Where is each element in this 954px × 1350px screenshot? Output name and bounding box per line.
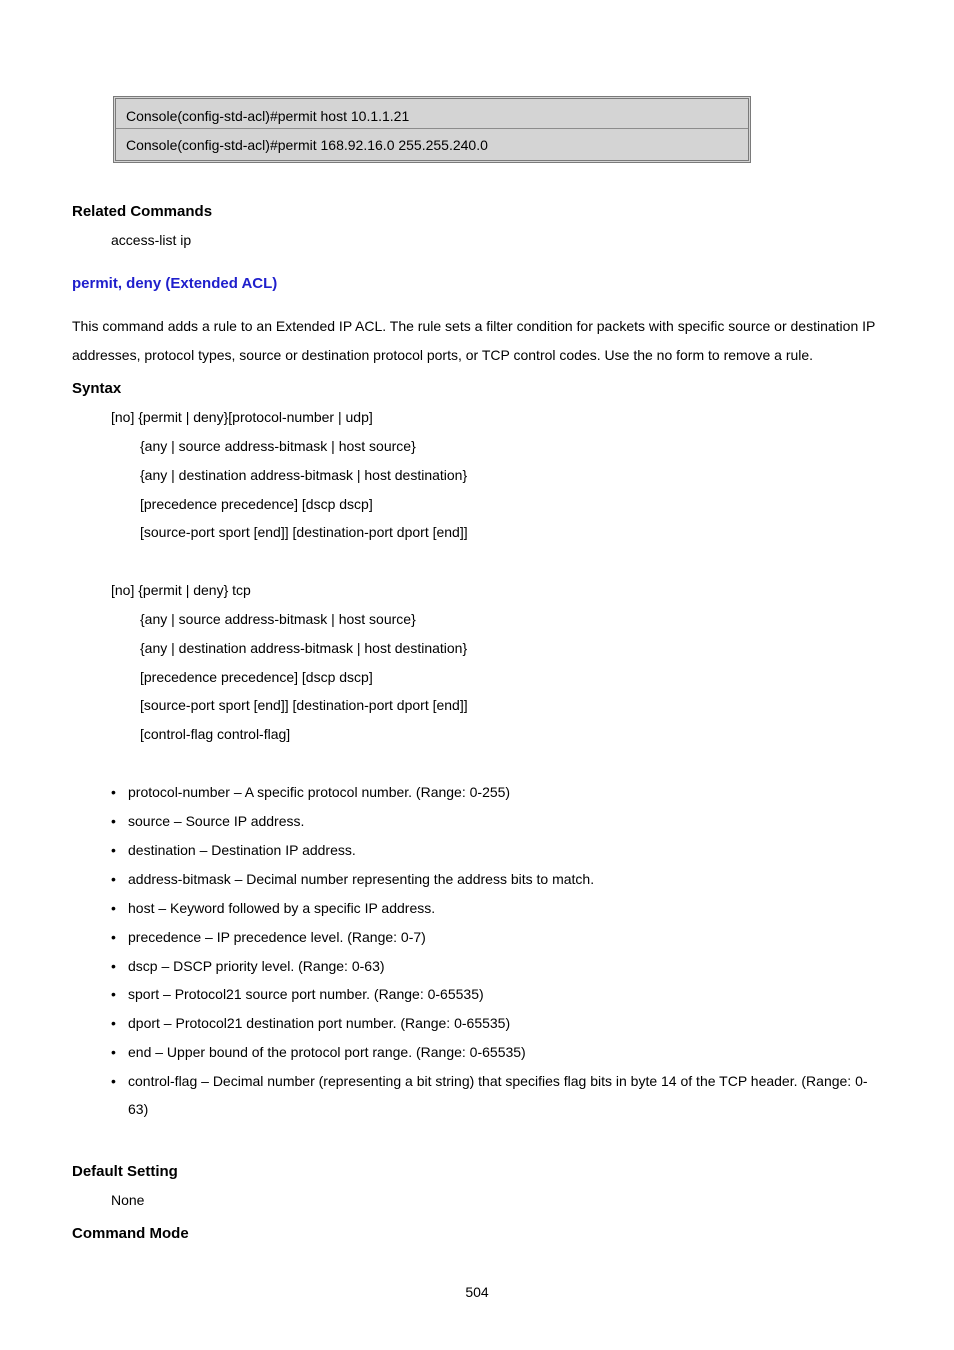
syntax-line: [no] {permit | deny} tcp [111,582,251,598]
parameter-list-item [111,836,881,864]
page-number: 504 [465,1284,489,1300]
code-line: Console(config-std-acl)#permit host 10.1.1.21 [126,108,410,124]
parameter-text: source – Source IP address. [128,813,305,829]
parameter-text: sport – Protocol21 source port number. (Range: 0-65535) [128,986,484,1002]
parameter-list-item [111,952,881,980]
default-setting-value: None [111,1192,145,1208]
syntax-line: [precedence precedence] [dscp dscp] [140,496,373,512]
syntax-line: {any | source address-bitmask | host source} [140,438,416,454]
parameter-list-item [111,923,881,951]
code-line: Console(config-std-acl)#permit 168.92.16.0 255.255.240.0 [126,137,488,153]
parameter-list-item [111,807,881,835]
parameter-text: end – Upper bound of the protocol port range. (Range: 0-65535) [128,1044,526,1060]
parameter-text: address-bitmask – Decimal number representing the address bits to match. [128,871,595,887]
section-title: permit, deny (Extended ACL) [72,275,278,292]
bullet-icon: • [111,784,116,800]
bullet-icon: • [111,958,116,974]
parameter-text: dport – Protocol21 destination port number. (Range: 0-65535) [128,1015,511,1031]
parameter-list-item [111,1067,881,1123]
description-paragraph: This command adds a rule to an Extended IP ACL. The rule sets a filter condition for packets with specific source or destination IP addresses, protocol types, source or destination protocol ports, or TCP control codes. Use the no form to remove a rule. [72,318,876,363]
syntax-line: [source-port sport [end]] [destination-port dport [end]] [140,524,468,540]
parameter-text: protocol-number – A specific protocol number. (Range: 0-255) [128,784,511,800]
parameter-list-item [111,1009,881,1037]
default-setting-heading: Default Setting [72,1163,178,1180]
parameter-list-item [111,778,881,806]
parameter-text: host – Keyword followed by a specific IP address. [128,900,436,916]
parameter-text: control-flag – Decimal number (representing a bit string) that specifies flag bits in byte 14 of the TCP header. (Range: 0-63) [128,1073,868,1117]
syntax-line: {any | destination address-bitmask | host destination} [140,640,468,656]
parameter-list-item [111,894,881,922]
syntax-line: {any | destination address-bitmask | host destination} [140,467,468,483]
bullet-icon: • [111,1044,116,1060]
syntax-heading: Syntax [72,380,122,397]
bullet-icon: • [111,1015,116,1031]
related-command-item: access-list ip [111,232,192,248]
bullet-icon: • [111,929,116,945]
bullet-icon: • [111,986,116,1002]
syntax-line: {any | source address-bitmask | host source} [140,611,416,627]
bullet-icon: • [111,842,116,858]
bullet-icon: • [111,813,116,829]
related-commands-heading: Related Commands [72,203,213,220]
bullet-icon: • [111,1073,116,1089]
bullet-icon: • [111,871,116,887]
syntax-line: [source-port sport [end]] [destination-port dport [end]] [140,697,468,713]
code-divider [116,128,748,129]
parameter-list-item [111,1038,881,1066]
parameter-text: precedence – IP precedence level. (Range: 0-7) [128,929,426,945]
syntax-line: [no] {permit | deny}[protocol-number | udp] [111,409,373,425]
parameter-list-item [111,980,881,1008]
command-mode-heading: Command Mode [72,1225,189,1242]
syntax-line: [precedence precedence] [dscp dscp] [140,669,373,685]
syntax-line: [control-flag control-flag] [140,726,291,742]
bullet-icon: • [111,900,116,916]
parameter-text: destination – Destination IP address. [128,842,356,858]
parameter-list-item [111,865,881,893]
code-example-box [113,96,751,163]
parameter-text: dscp – DSCP priority level. (Range: 0-63) [128,958,385,974]
